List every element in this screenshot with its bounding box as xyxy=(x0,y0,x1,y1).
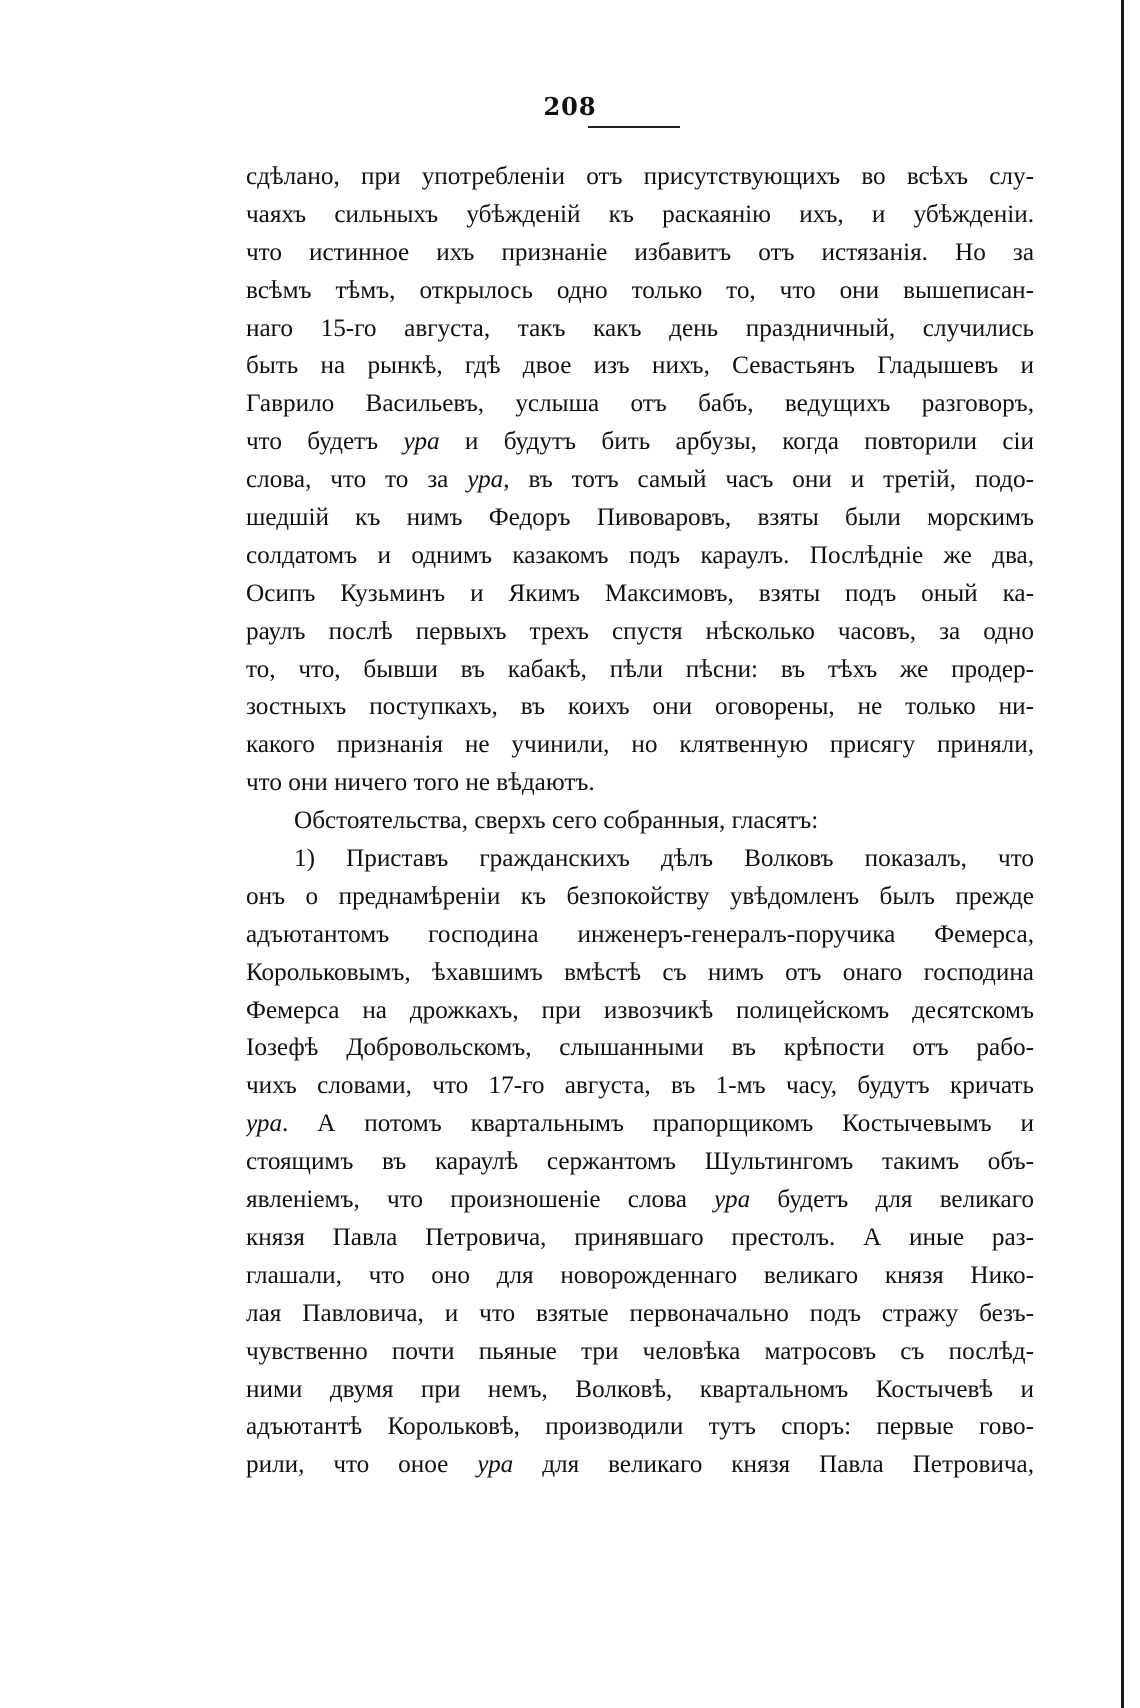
text-line xyxy=(246,1257,1034,1295)
text-run: солдатомъ и однимъ казакомъ подъ караулъ. Послѣдніе же два, xyxy=(246,541,1034,569)
text-run: , въ тотъ самый часъ они и третій, подо- xyxy=(503,466,1034,494)
page-edge-line xyxy=(1121,0,1124,1708)
text-line xyxy=(246,1295,1034,1333)
text-run: чаяхъ сильныхъ убѣжденій къ раскаянію ихъ, и убѣжденіи. xyxy=(246,200,1034,228)
text-run: 1) Приставъ гражданскихъ дѣлъ Волковъ показалъ, что xyxy=(294,845,1034,873)
text-run: чувственно почти пьяные три человѣка матросовъ съ послѣд- xyxy=(246,1337,1034,1365)
text-line xyxy=(246,878,1034,916)
text-line xyxy=(246,764,1034,802)
text-line xyxy=(246,651,1034,689)
page-number-rule xyxy=(588,126,680,128)
text-run: чихъ словами, что 17-го августа, въ 1-мъ часу, будутъ кричать xyxy=(246,1072,1034,1100)
text-line xyxy=(246,992,1034,1030)
text-line xyxy=(246,385,1034,423)
text-run: слова, что то за xyxy=(246,466,468,494)
text-line xyxy=(246,613,1034,651)
text-line xyxy=(246,1105,1034,1143)
italic-word: ура xyxy=(467,466,504,494)
text-run: быть на рынкѣ, гдѣ двое изъ нихъ, Севастьянъ Гладышевъ и xyxy=(246,352,1034,380)
text-line xyxy=(246,461,1034,499)
text-run: Осипъ Кузьминъ и Якимъ Максимовъ, взяты подъ оный ка- xyxy=(246,579,1034,607)
text-run: Обстоятельства, сверхъ сего собранныя, гласятъ: xyxy=(294,807,819,835)
text-run: лая Павловича, и что взятые первоначально подъ стражу безъ- xyxy=(246,1299,1034,1327)
text-run: Іозефѣ Добровольскомъ, слышанными въ крѣпости отъ рабо- xyxy=(246,1034,1034,1062)
text-run: то, что, бывши въ кабакѣ, пѣли пѣсни: въ тѣхъ же продер- xyxy=(246,655,1034,683)
text-run: Корольковымъ, ѣхавшимъ вмѣстѣ съ нимъ отъ онаго господина xyxy=(246,958,1034,986)
text-line xyxy=(246,537,1034,575)
text-line xyxy=(246,726,1034,764)
text-run: глашали, что оно для новорожденнаго великаго князя Нико- xyxy=(246,1261,1034,1289)
text-line xyxy=(246,158,1034,196)
text-run: для великаго князя Павла Петровича, xyxy=(513,1451,1034,1479)
text-line xyxy=(246,499,1034,537)
text-line xyxy=(246,1408,1034,1446)
text-run: что будетъ xyxy=(246,428,404,456)
text-line xyxy=(246,196,1034,234)
text-line xyxy=(246,347,1034,385)
text-line xyxy=(246,1181,1034,1219)
text-line xyxy=(246,1219,1034,1257)
text-run: какого признанія не учинили, но клятвенную присягу приняли, xyxy=(246,731,1034,759)
text-run: всѣмъ тѣмъ, открылось одно только то, что они вышеписан- xyxy=(246,276,1034,304)
text-run: сдѣлано, при употребленіи отъ присутствующихъ во всѣхъ слу- xyxy=(246,163,1034,190)
text-run: онъ о преднамѣреніи къ безпокойству увѣдомленъ былъ прежде xyxy=(246,882,1034,910)
body-text xyxy=(246,158,1034,1484)
text-run: будетъ для великаго xyxy=(750,1186,1034,1214)
text-run: наго 15-го августа, такъ какъ день праздничный, случились xyxy=(246,314,1034,342)
text-line xyxy=(246,954,1034,992)
text-line xyxy=(246,688,1034,726)
text-line xyxy=(246,916,1034,954)
text-run: шедшій къ нимъ Федоръ Пивоваровъ, взяты были морскимъ xyxy=(246,504,1034,532)
text-run: князя Павла Петровича, принявшаго престолъ. А иные раз- xyxy=(246,1223,1034,1251)
text-run: что истинное ихъ признаніе избавитъ отъ истязанія. Но за xyxy=(246,238,1034,266)
text-line xyxy=(246,272,1034,310)
text-line xyxy=(246,234,1034,272)
text-run: раулъ послѣ первыхъ трехъ спустя нѣсколько часовъ, за одно xyxy=(246,617,1034,645)
text-line xyxy=(246,1446,1034,1484)
text-run: Гаврило Васильевъ, услыша отъ бабъ, ведущихъ разговоръ, xyxy=(246,390,1034,418)
text-line xyxy=(246,1371,1034,1409)
text-line xyxy=(246,1067,1034,1105)
text-line xyxy=(246,310,1034,348)
text-line xyxy=(246,802,1034,840)
text-run: ними двумя при немъ, Волковѣ, квартальномъ Костычевѣ и xyxy=(246,1375,1034,1403)
italic-word: ура xyxy=(714,1186,751,1214)
text-run: . А потомъ квартальнымъ прапорщикомъ Костычевымъ и xyxy=(282,1110,1034,1138)
text-run: и будутъ бить арбузы, когда повторили сіи xyxy=(439,428,1034,456)
text-run: что они ничего того не вѣдаютъ. xyxy=(246,769,595,797)
italic-word: ура xyxy=(477,1451,514,1479)
text-line xyxy=(246,1143,1034,1181)
text-run: адъютантѣ Корольковѣ, производили тутъ споръ: первые гово- xyxy=(246,1413,1034,1441)
text-line xyxy=(246,575,1034,613)
text-run: стоящимъ въ караулѣ сержантомъ Шультингомъ такимъ объ- xyxy=(246,1148,1034,1176)
italic-word: ура xyxy=(403,428,440,456)
text-line xyxy=(246,1333,1034,1371)
text-line xyxy=(246,1029,1034,1067)
page-number: 208 xyxy=(543,92,597,121)
text-run: явленіемъ, что произношеніе слова xyxy=(246,1186,715,1214)
italic-word: ура xyxy=(246,1110,283,1138)
text-run: Фемерса на дрожкахъ, при извозчикѣ полицейскомъ десятскомъ xyxy=(246,996,1034,1024)
text-line xyxy=(246,423,1034,461)
text-run: зостныхъ поступкахъ, въ коихъ они оговорены, не только ни- xyxy=(246,693,1034,721)
text-run: рили, что оное xyxy=(246,1451,478,1479)
text-line xyxy=(246,840,1034,878)
text-run: адъютантомъ господина инженеръ-генералъ-поручика Фемерса, xyxy=(246,920,1034,948)
